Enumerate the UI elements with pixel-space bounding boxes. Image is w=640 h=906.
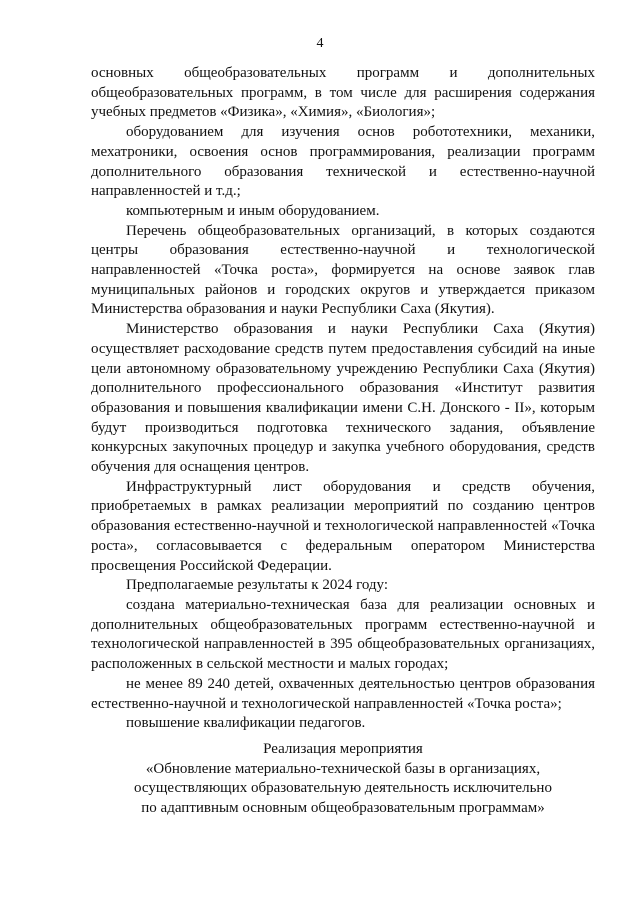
paragraph: Инфраструктурный лист оборудования и средств обучения, приобретаемых в рамках реализации мероприятий по созданию центров образования естественно-научной и технологической направленностей «Точка роста», согласовывается с федеральным оператором Министерства просвещения Российской Федерации. — [91, 478, 595, 574]
paragraph: повышение квалификации педагогов. — [126, 715, 366, 732]
heading-line: осуществляющих образовательную деятельность исключительно — [134, 780, 552, 797]
body-text — [91, 64, 595, 734]
section-heading — [91, 740, 595, 819]
paragraph: Перечень общеобразовательных организаций, в которых создаются центры образования естественно-научной и технологической направленностей «Точка роста», формируется на основе заявок глав муниципальных районов и городских округов и утверждается приказом Министерства образования и науки Республики Саха (Якутия). — [91, 222, 595, 318]
heading-line: Реализация мероприятия — [263, 741, 423, 757]
paragraph: Предполагаемые результаты к 2024 году: — [126, 577, 389, 594]
paragraph: не менее 89 240 детей, охваченных деятельностью центров образования естественно-научной и технологической направленностей «Точка роста»; — [91, 675, 595, 712]
paragraph-continuation: основных общеобразовательных программ и дополнительных общеобразовательных программ, в том числе для расширения содержания учебных предметов «Физика», «Химия», «Биология»; — [91, 65, 595, 121]
heading-line: по адаптивным основным общеобразовательным программам» — [141, 800, 545, 817]
paragraph: оборудованием для изучения основ робототехники, механики, мехатроники, освоения основ программирования, реализации программ дополнительного образования технической и естественно-научной направленностей и т.д.; — [91, 124, 595, 200]
paragraph: компьютерным и иным оборудованием. — [126, 202, 380, 219]
page-number: 4 — [316, 36, 324, 51]
heading-line: «Обновление материально-технической базы в организациях, — [145, 760, 541, 777]
paragraph: Министерство образования и науки Республики Саха (Якутия) осуществляет расходование средств путем предоставления субсидий на иные цели автономному образовательному учреждению Республики Саха (Якутия) дополнительного профессионального образования «Институт развития образования и повышения квалификации имени С.Н. Донского - II», которым будут производиться подготовка технического задания, объявление конкурсных закупочных процедур и закупка учебного оборудования, средств обучения для оснащения центров. — [91, 321, 595, 476]
paragraph: создана материально-техническая база для реализации основных и дополнительных общеобразовательных программ естественно-научной и технологической направленностей в 395 общеобразовательных организациях, расположенных в сельской местности и малых городах; — [91, 596, 595, 673]
